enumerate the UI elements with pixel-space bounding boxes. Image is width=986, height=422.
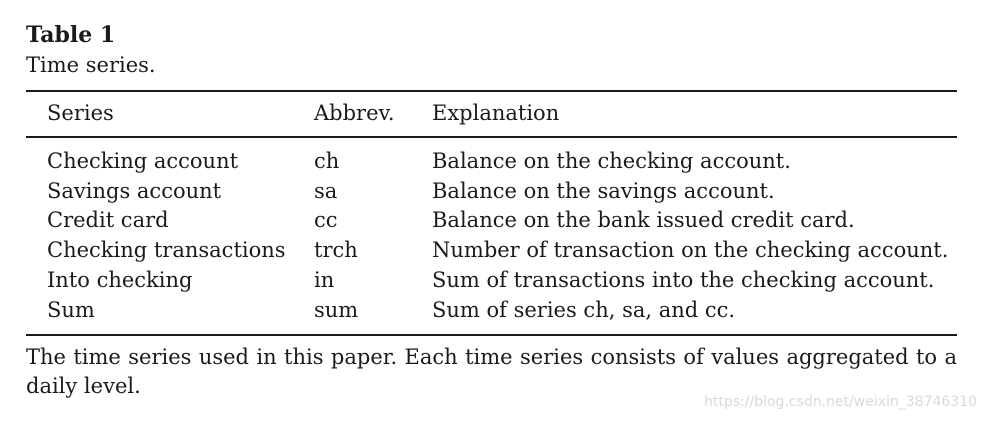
table-caption-title: Time series. (26, 53, 156, 77)
cell-abbrev: sa (314, 179, 338, 203)
table-top-rule (26, 90, 957, 92)
header-series: Series (47, 101, 114, 125)
watermark: https://blog.csdn.net/weixin_38746310 (704, 394, 978, 410)
header-explanation: Explanation (432, 101, 560, 125)
cell-abbrev: trch (314, 238, 358, 262)
cell-explanation: Sum of transactions into the checking account. (432, 268, 935, 292)
cell-explanation: Number of transaction on the checking account. (432, 238, 949, 262)
cell-explanation: Balance on the checking account. (432, 149, 791, 173)
cell-abbrev: cc (314, 208, 338, 232)
cell-series: Checking transactions (47, 238, 286, 262)
cell-explanation: Balance on the bank issued credit card. (432, 208, 855, 232)
cell-series: Credit card (47, 208, 169, 232)
cell-series: Savings account (47, 179, 222, 203)
cell-abbrev: sum (314, 298, 359, 322)
cell-abbrev: in (314, 268, 335, 292)
table-footnote: The time series used in this paper. Each time series consists of values aggregated to a daily level. (26, 345, 957, 398)
table-caption-label: Table 1 (26, 22, 116, 48)
cell-series: Into checking (47, 268, 193, 292)
cell-series: Sum (47, 298, 95, 322)
cell-explanation: Sum of series ch, sa, and cc. (432, 298, 736, 322)
cell-abbrev: ch (314, 149, 340, 173)
cell-series: Checking account (47, 149, 239, 173)
table-header-rule (26, 136, 957, 138)
table-bottom-rule (26, 334, 957, 336)
cell-explanation: Balance on the savings account. (432, 179, 775, 203)
header-abbrev: Abbrev. (314, 101, 395, 125)
